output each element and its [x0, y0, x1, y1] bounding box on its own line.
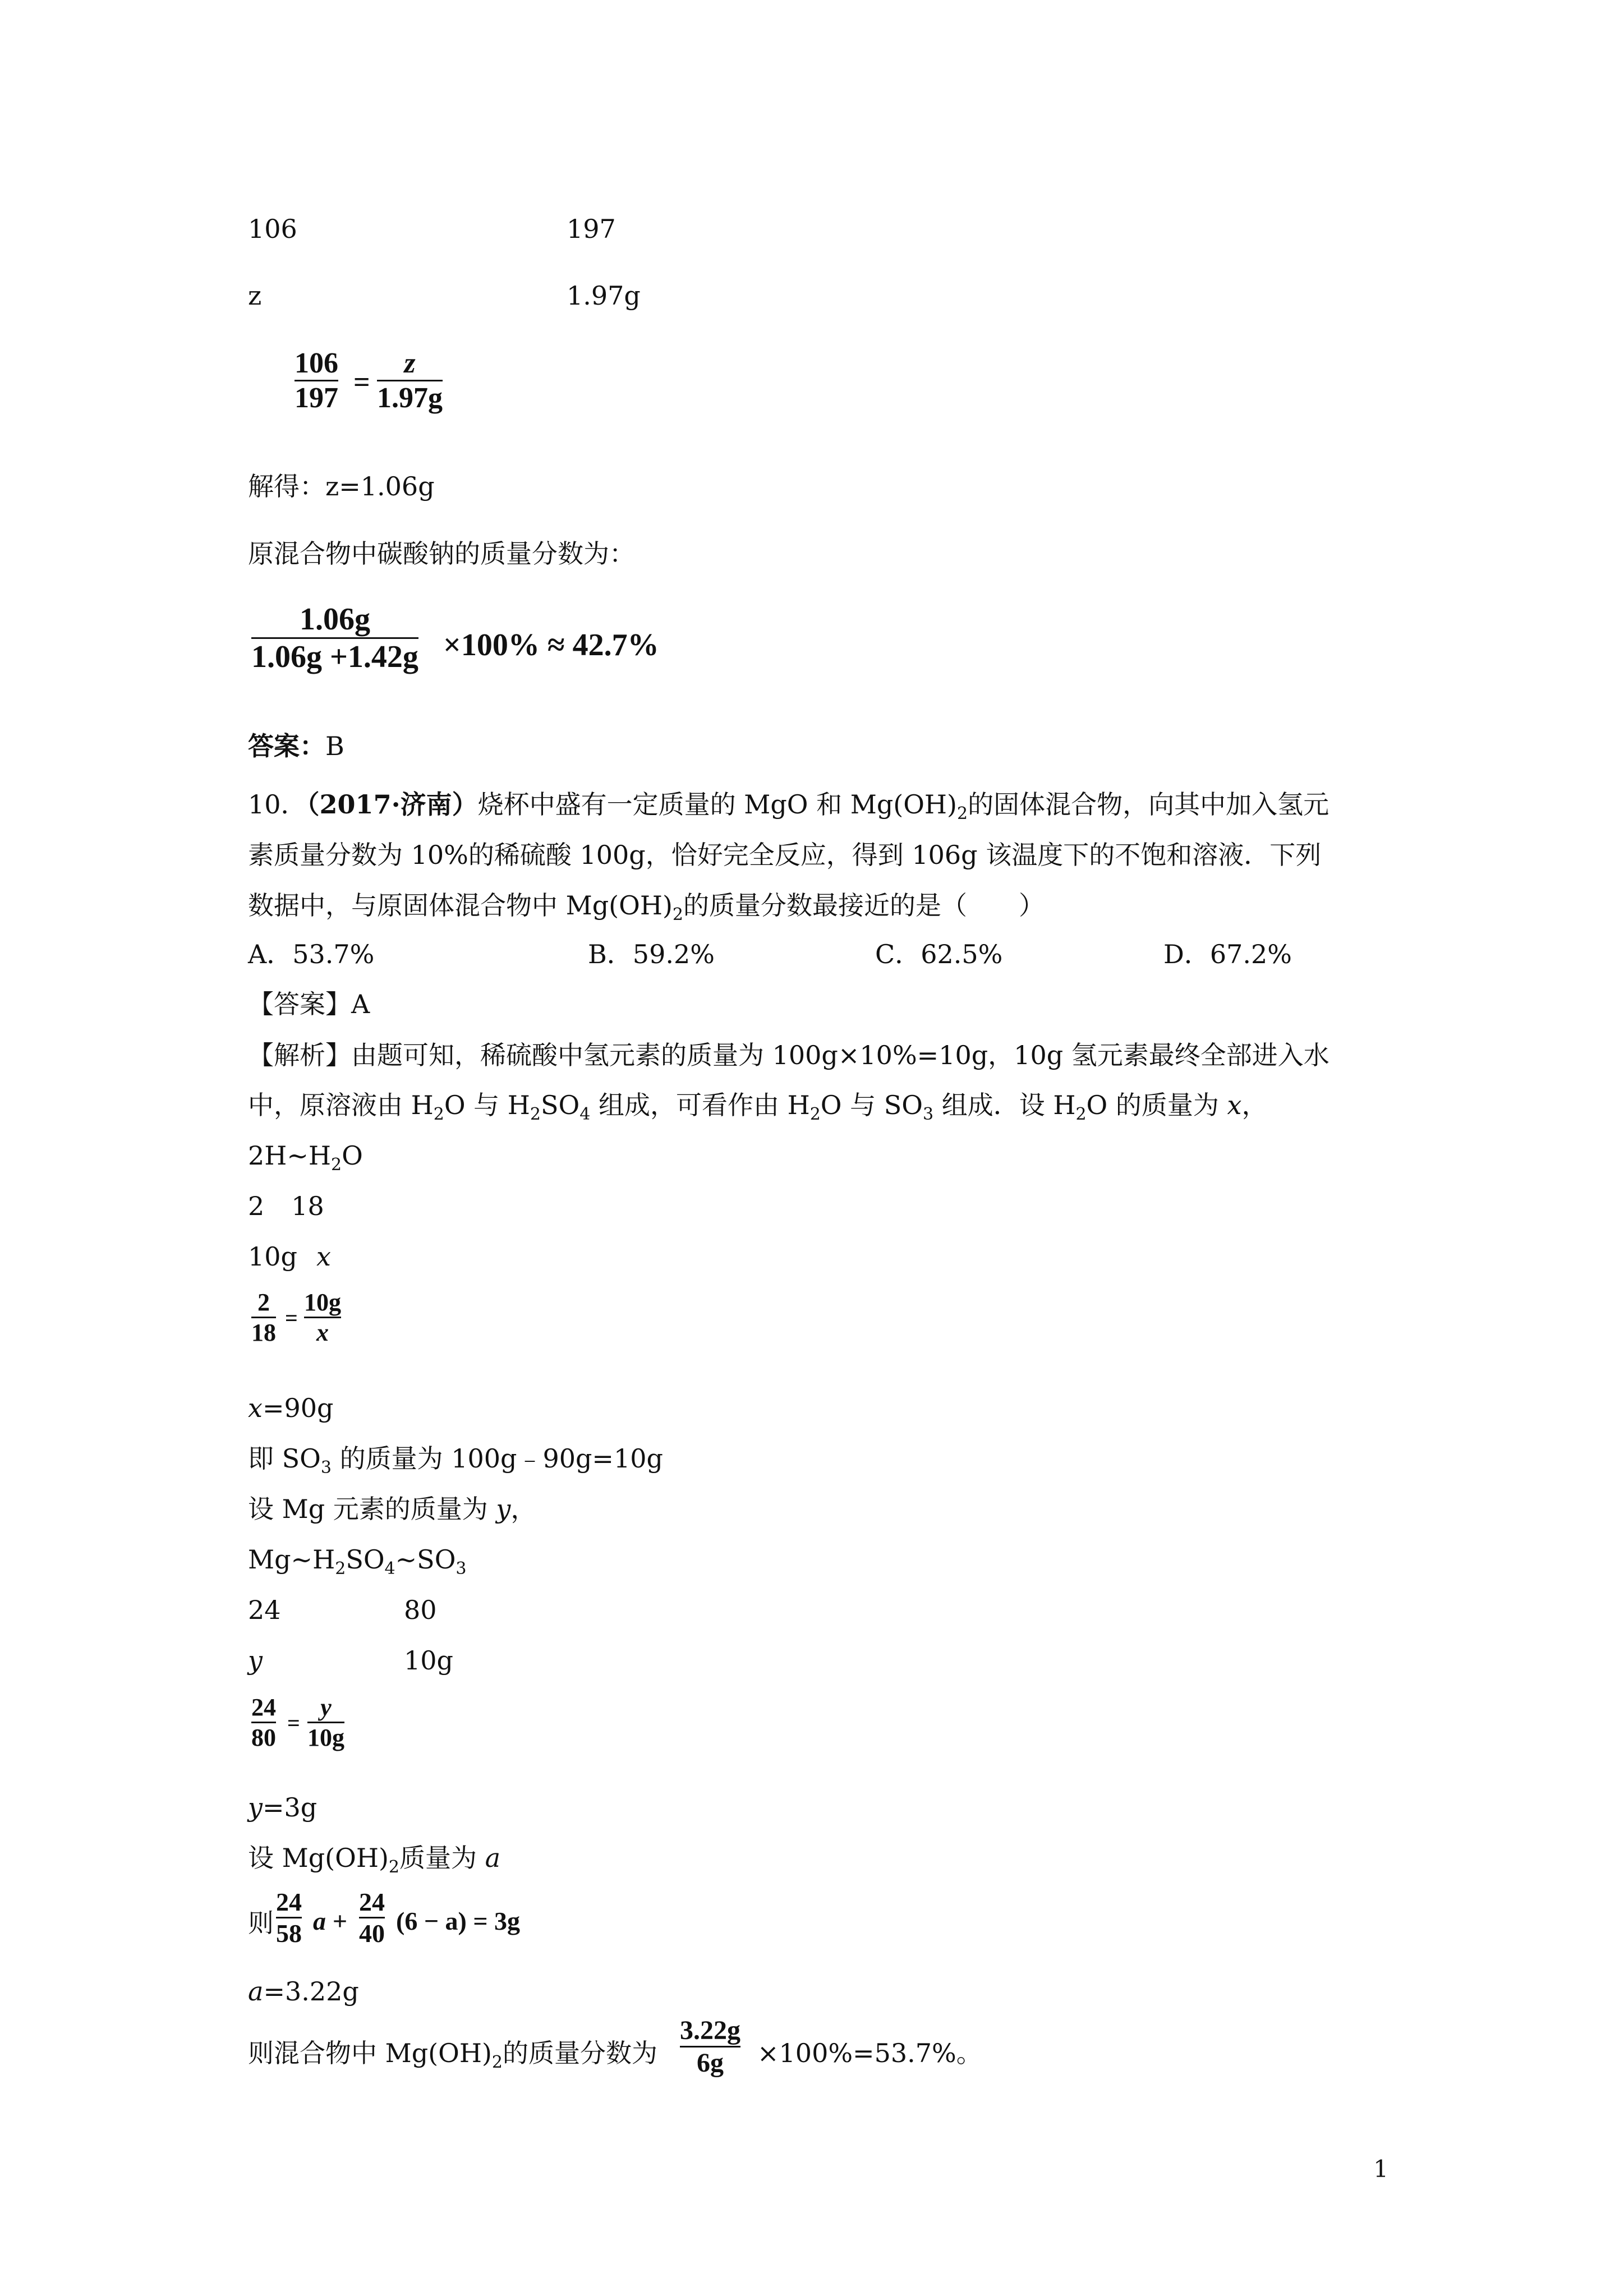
text-line: 原混合物中碳酸钠的质量分数为：: [248, 539, 635, 569]
fraction: z 1.97g: [377, 347, 443, 414]
table-cell: 197: [567, 214, 616, 244]
ratio-row: 2 18: [248, 1191, 324, 1221]
ratio-row: y: [248, 1645, 263, 1676]
equation-term: (6 − a) = 3g: [396, 1907, 521, 1935]
table-cell: 1.97g: [567, 280, 641, 311]
analysis-line: 中，原溶液由 $H_2O$ 与 $H_2SO_4$ 组成，可看作由 $H_2O$ 与 $SO_3$ 组成．设 $H_2O$ 的质量为 x，: [248, 1090, 1268, 1124]
page-number: 1: [1373, 2155, 1388, 2183]
equation-term: a +: [313, 1907, 347, 1935]
option-c: C．62.5%: [875, 939, 1003, 969]
table-cell: 106: [248, 214, 297, 244]
fraction: y 10g: [307, 1694, 344, 1751]
relation-line: $2H\sim H_2O$: [248, 1140, 363, 1175]
ratio-row: 24: [248, 1595, 281, 1625]
result-line: y=3g: [248, 1792, 318, 1823]
text-line: 则混合物中 $Mg(OH)_2$的质量分数为: [248, 2038, 657, 2072]
percent-result: ×100% ≈ 42.7%: [443, 628, 659, 662]
equals-sign: =: [353, 366, 370, 398]
equation-prefix: 则: [248, 1908, 274, 1938]
ratio-row: 10g: [404, 1645, 453, 1676]
answer-line: 答案：B: [248, 731, 344, 761]
option-b: B．59.2%: [588, 939, 715, 969]
fraction: 3.22g 6g: [680, 2016, 740, 2078]
answer-line: 【答案】A: [248, 989, 370, 1019]
fraction: 2 18: [251, 1289, 276, 1346]
result-line: x=90g: [248, 1393, 334, 1423]
fraction: 24 40: [359, 1888, 385, 1948]
equals-sign: =: [285, 1305, 298, 1331]
ratio-row: 10g x: [248, 1241, 331, 1272]
relation-line: $Mg\sim H_2SO_4\sim SO_3$: [248, 1544, 467, 1579]
fraction: 1.06g 1.06g +1.42g: [251, 602, 418, 674]
option-d: D．67.2%: [1163, 939, 1292, 969]
question-line: 素质量分数为 10%的稀硫酸 100g，恰好完全反应，得到 106g 该温度下的不饱和溶液．下列: [248, 840, 1322, 870]
ratio-row: 80: [404, 1595, 437, 1625]
fraction: 10g x: [304, 1289, 341, 1346]
table-cell: z: [248, 280, 262, 311]
solution-line: 解得：z=1.06g: [248, 471, 435, 501]
question-line: 数据中，与原固体混合物中 $Mg(OH)_2$的质量分数最接近的是（ ）: [248, 890, 1045, 924]
fraction: 24 80: [251, 1694, 276, 1751]
text-line: ×100%=53.7%。: [757, 2038, 982, 2068]
text-line: 设 $Mg(OH)_2$质量为 a: [248, 1843, 501, 1877]
question-line: 10．（2017·济南）烧杯中盛有一定质量的 MgO 和 $Mg(OH)_2$的固体混合物，向其中加入氢元: [248, 789, 1329, 823]
fraction: 24 58: [276, 1888, 302, 1948]
text-line: 即 $SO_3$ 的质量为 100g﹣90g=10g: [248, 1443, 663, 1478]
result-line: a=3.22g: [248, 1976, 359, 2007]
equals-sign: =: [287, 1710, 300, 1736]
analysis-line: 【解析】由题可知，稀硫酸中氢元素的质量为 100g×10%=10g，10g 氢元素最终全部进入水: [248, 1040, 1329, 1070]
fraction: 106 197: [295, 347, 338, 414]
text-line: 设 Mg 元素的质量为 y，: [248, 1494, 537, 1524]
option-a: A．53.7%: [248, 939, 375, 969]
